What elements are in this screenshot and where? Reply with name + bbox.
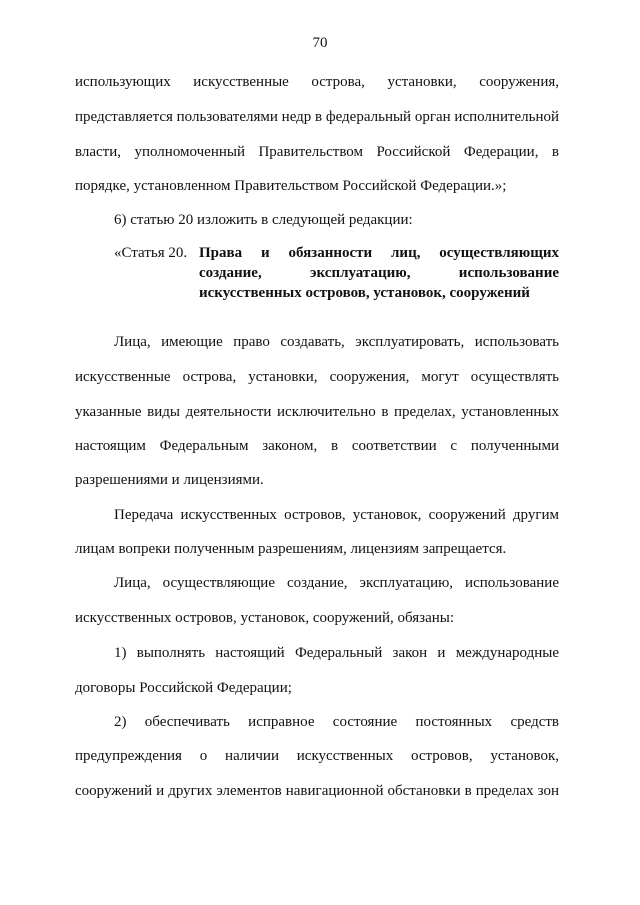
paragraph-3-line-5: разрешениями и лицензиями.	[75, 472, 264, 488]
paragraph-1-line-4: порядке, установленном Правительством Российской Федерации.»;	[75, 178, 507, 194]
paragraph-1-line-3: власти, уполномоченный Правительством Российской Федерации, в	[75, 144, 559, 160]
paragraph-4-line-2: лицам вопреки полученным разрешениям, лицензиям запрещается.	[75, 541, 507, 557]
paragraph-1-line-2: представляется пользователями недр в федеральный орган исполнительной	[75, 109, 560, 125]
article-title-line-3: искусственных островов, установок, сооружений	[199, 285, 530, 301]
paragraph-2-line-1: 6) статью 20 изложить в следующей редакции:	[114, 212, 413, 228]
paragraph-3-line-4: настоящим Федеральным законом, в соответствии с полученными	[75, 438, 559, 454]
paragraph-1-line-1: использующих искусственные острова, установки, сооружения,	[75, 74, 559, 90]
paragraph-7-line-2: предупреждения о наличии искусственных островов, установок,	[75, 748, 559, 764]
paragraph-3-line-1: Лица, имеющие право создавать, эксплуатировать, использовать	[114, 334, 559, 350]
paragraph-5-line-1: Лица, осуществляющие создание, эксплуатацию, использование	[114, 575, 559, 591]
article-title-line-1: Права и обязанности лиц, осуществляющих	[199, 245, 559, 261]
paragraph-6-line-1: 1) выполнять настоящий Федеральный закон и международные	[114, 645, 559, 661]
article-title-line-2: создание, эксплуатацию, использование	[199, 265, 559, 281]
paragraph-7-line-1: 2) обеспечивать исправное состояние постоянных средств	[114, 714, 559, 730]
paragraph-3-line-3: указанные виды деятельности исключительно в пределах, установленных	[75, 404, 559, 420]
paragraph-4-line-1: Передача искусственных островов, установок, сооружений другим	[114, 507, 559, 523]
article-prefix: «Статья 20.	[114, 245, 188, 261]
paragraph-7-line-3: сооружений и других элементов навигационной обстановки в пределах зон	[75, 783, 559, 799]
page-number: 70	[312, 35, 328, 51]
paragraph-3-line-2: искусственные острова, установки, сооружения, могут осуществлять	[75, 369, 559, 385]
paragraph-6-line-2: договоры Российской Федерации;	[75, 680, 292, 696]
paragraph-5-line-2: искусственных островов, установок, сооружений, обязаны:	[75, 610, 455, 626]
article-title	[199, 243, 559, 303]
